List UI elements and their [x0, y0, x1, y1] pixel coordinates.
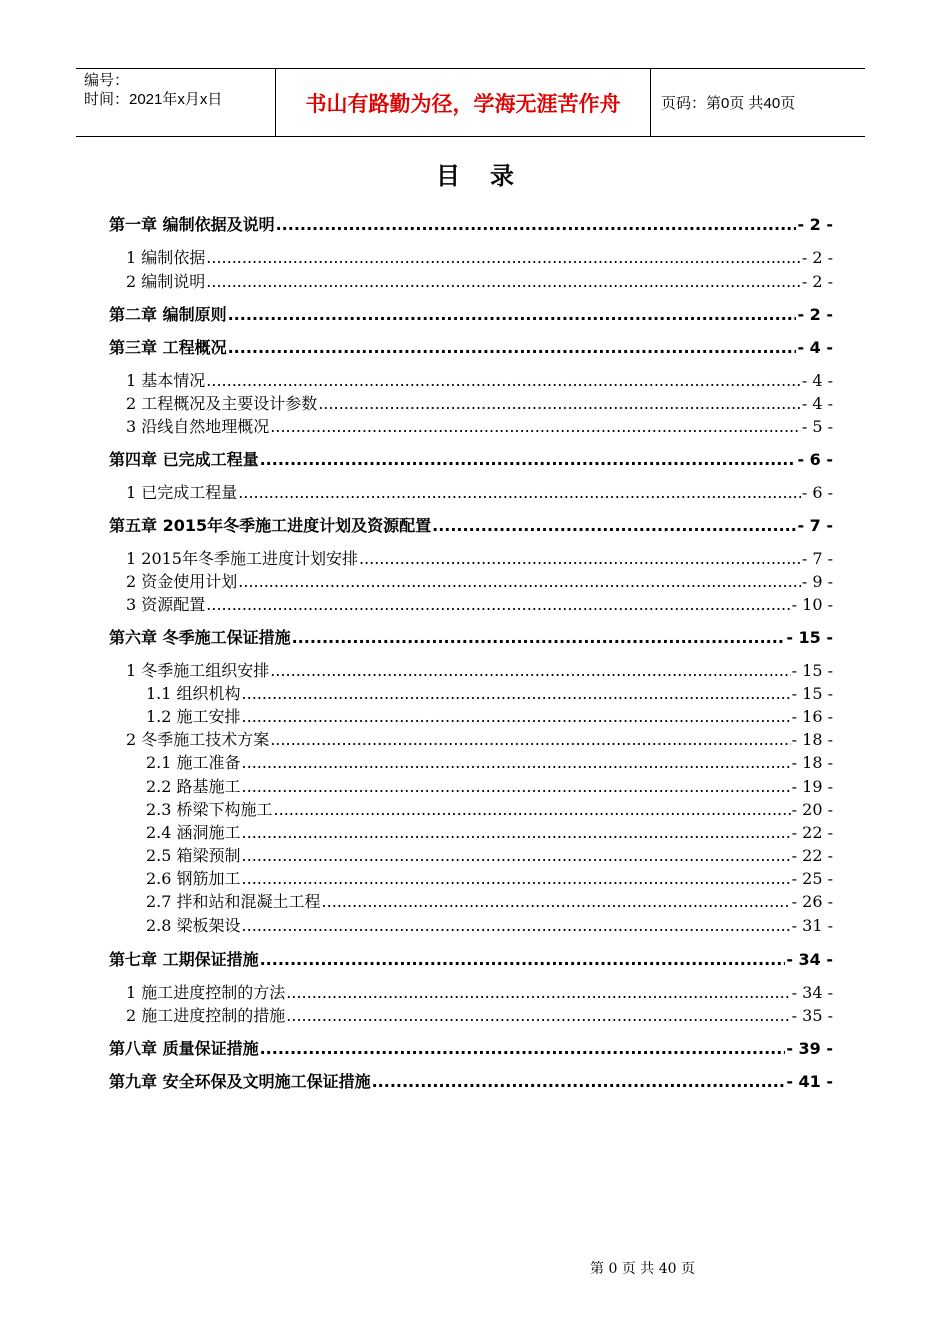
toc-entry-section[interactable]: 2 冬季施工技术方案 ..... - 18 -: [126, 727, 833, 750]
toc-entry-section[interactable]: 1 冬季施工组织安排 ..... - 15 -: [126, 658, 833, 681]
header-meta: [76, 69, 276, 136]
toc-entry-subsection[interactable]: 1.1 组织机构 ..... - 15 -: [146, 681, 833, 704]
toc-entry-chapter[interactable]: 第九章 安全环保及文明施工保证措施 ..... - 41 -: [109, 1069, 833, 1092]
document-time-label: 时间：2021年x月x日: [84, 91, 223, 108]
toc-entry-section[interactable]: 2 工程概况及主要设计参数 ..... - 4 -: [126, 391, 833, 414]
toc-entry-section[interactable]: 1 施工进度控制的方法 ..... - 34 -: [126, 980, 833, 1003]
toc-entry-section[interactable]: 2 施工进度控制的措施 ..... - 35 -: [126, 1003, 833, 1026]
toc-entry-subsection[interactable]: 2.3 桥梁下构施工 ..... - 20 -: [146, 797, 833, 820]
toc-entry-section[interactable]: 1 已完成工程量 ..... - 6 -: [126, 480, 833, 503]
header-page-info: 页码：第0页 共40页: [661, 95, 796, 112]
toc-entry-subsection[interactable]: 2.5 箱梁预制 ..... - 22 -: [146, 843, 833, 866]
toc-title: 目录: [436, 162, 544, 190]
toc-entry-section[interactable]: 3 沿线自然地理概况 ..... - 5 -: [126, 414, 833, 437]
toc-entry-section[interactable]: 1 编制依据 ..... - 2 -: [126, 245, 833, 268]
toc-entry-section[interactable]: 1 2015年冬季施工进度计划安排 ..... - 7 -: [126, 546, 833, 569]
toc-entry-subsection[interactable]: 1.2 施工安排 ..... - 16 -: [146, 704, 833, 727]
toc-entry-subsection[interactable]: 2.6 钢筋加工 ..... - 25 -: [146, 866, 833, 889]
document-number-label: 编号：: [84, 72, 130, 89]
page-footer: 第 0 页 共 40 页: [590, 1261, 695, 1277]
toc-entry-chapter[interactable]: 第一章 编制依据及说明 ..... - 2 -: [109, 212, 833, 235]
page-header: [76, 68, 865, 137]
toc-entry-subsection[interactable]: 2.2 路基施工 ..... - 19 -: [146, 774, 833, 797]
toc-entry-chapter[interactable]: 第二章 编制原则 ..... - 2 -: [109, 302, 833, 325]
toc-entry-chapter[interactable]: 第四章 已完成工程量 ..... - 6 -: [109, 447, 833, 470]
toc-entry-subsection[interactable]: 2.4 涵洞施工 ..... - 22 -: [146, 820, 833, 843]
header-slogan: 书山有路勤为径，学海无涯苦作舟: [276, 69, 651, 136]
toc-entry-section[interactable]: 2 资金使用计划 ..... - 9 -: [126, 569, 833, 592]
toc-entry-chapter[interactable]: 第七章 工期保证措施 ..... - 34 -: [109, 947, 833, 970]
toc-entry-section[interactable]: 2 编制说明 ..... - 2 -: [126, 269, 833, 292]
toc-entry-chapter[interactable]: 第八章 质量保证措施 ..... - 39 -: [109, 1036, 833, 1059]
toc-entry-subsection[interactable]: 2.1 施工准备 ..... - 18 -: [146, 750, 833, 773]
toc-entry-chapter[interactable]: 第五章 2015年冬季施工进度计划及资源配置 ..... - 7 -: [109, 513, 833, 536]
toc-entry-subsection[interactable]: 2.8 梁板架设 ..... - 31 -: [146, 913, 833, 936]
toc-entry-chapter[interactable]: 第六章 冬季施工保证措施 ..... - 15 -: [109, 625, 833, 648]
toc-entry-subsection[interactable]: 2.7 拌和站和混凝土工程 ..... - 26 -: [146, 889, 833, 912]
toc-entry-section[interactable]: 1 基本情况 ..... - 4 -: [126, 368, 833, 391]
toc-entry-chapter[interactable]: 第三章 工程概况 ..... - 4 -: [109, 335, 833, 358]
toc-entry-section[interactable]: 3 资源配置 ..... - 10 -: [126, 592, 833, 615]
